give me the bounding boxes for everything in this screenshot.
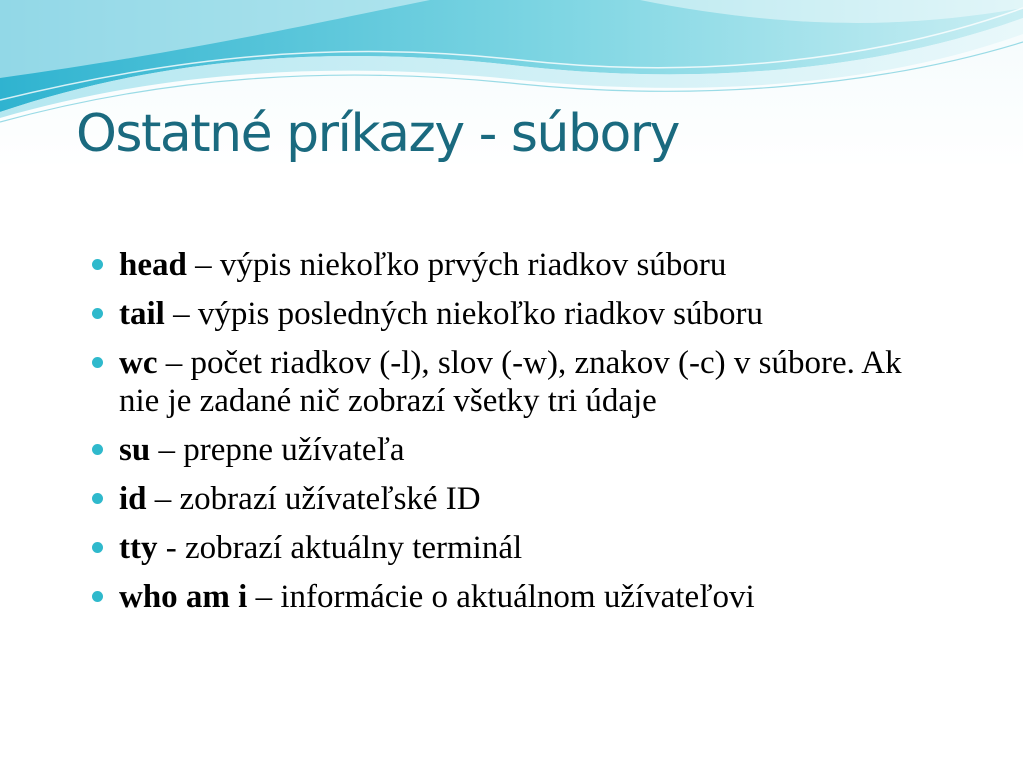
command-description: – výpis posledných niekoľko riadkov súboru <box>164 296 764 332</box>
list-item <box>92 480 932 518</box>
list-item <box>92 295 932 333</box>
bullet-dot-icon <box>92 444 103 455</box>
bullet-dot-icon <box>92 591 103 602</box>
list-item <box>92 344 932 420</box>
bullet-dot-icon <box>92 493 103 504</box>
command-description: - zobrazí aktuálny terminál <box>157 530 523 566</box>
slide-title: Ostatné príkazy - súbory <box>76 104 679 164</box>
command-name: tail <box>119 296 165 332</box>
command-name: head <box>119 247 187 283</box>
command-description: – zobrazí užívateľské ID <box>146 481 481 517</box>
command-name: who am i <box>119 579 248 615</box>
bullet-list <box>92 246 932 627</box>
command-description: – počet riadkov (-l), slov (-w), znakov (-c) v súbore. Ak nie je zadané nič zobrazí všetky tri údaje <box>119 345 902 419</box>
command-description: – výpis niekoľko prvých riadkov súboru <box>186 247 727 283</box>
list-item <box>92 246 932 284</box>
bullet-dot-icon <box>92 357 103 368</box>
list-item <box>92 529 932 567</box>
command-name: wc <box>119 345 158 381</box>
command-name: su <box>119 432 151 468</box>
list-item <box>92 578 932 616</box>
bullet-dot-icon <box>92 308 103 319</box>
command-description: – informácie o aktuálnom užívateľovi <box>247 579 755 615</box>
bullet-dot-icon <box>92 542 103 553</box>
command-description: – prepne užívateľa <box>150 432 405 468</box>
bullet-dot-icon <box>92 259 103 270</box>
list-item <box>92 431 932 469</box>
command-name: tty <box>119 530 158 566</box>
command-name: id <box>119 481 147 517</box>
